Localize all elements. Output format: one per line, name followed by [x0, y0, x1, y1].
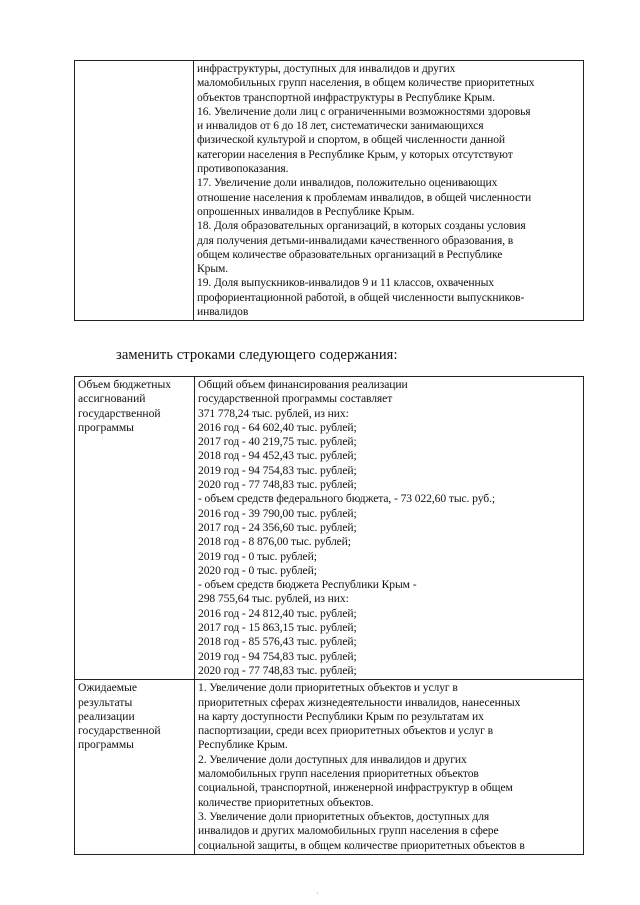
- table-row: [75, 680, 584, 855]
- row-content-results: [195, 680, 584, 855]
- text-line: на карту доступности Республики Крым по результатам их: [198, 709, 484, 723]
- text-line: 2020 год - 77 748,83 тыс. рублей;: [198, 663, 357, 677]
- text-line: Объем бюджетных: [78, 378, 172, 391]
- text-line: 371 778,24 тыс. рублей, из них:: [198, 406, 349, 420]
- text-line: результаты: [78, 695, 133, 709]
- text-line: Общий объем финансирования реализации: [198, 378, 408, 391]
- text-line: 17. Увеличение доли инвалидов, положительно оценивающих: [197, 176, 498, 190]
- row-content-budget: [195, 377, 584, 680]
- text-line: 1. Увеличение доли приоритетных объектов и услуг в: [198, 681, 458, 695]
- text-line: и инвалидов от 6 до 18 лет, систематически занимающихся: [197, 119, 484, 133]
- text-line: маломобильных групп населения, в общем количестве приоритетных: [197, 76, 535, 90]
- text-line: 2016 год - 39 790,00 тыс. рублей;: [198, 506, 357, 520]
- text-line: программы: [78, 738, 134, 752]
- text-line: категории населения в Республике Крым, у которых отсутствуют: [197, 147, 513, 161]
- text-line: профориентационной работой, в общей численности выпускников-: [197, 290, 525, 304]
- text-line: 2016 год - 64 602,40 тыс. рублей;: [198, 420, 357, 434]
- text-line: инфраструктуры, доступных для инвалидов и других: [197, 62, 456, 75]
- text-line: 2018 год - 85 576,43 тыс. рублей;: [198, 635, 357, 649]
- text-line: отношение населения к проблемам инвалидов, в общей численности: [197, 190, 532, 204]
- text-line: паспортизации, среди всех приоритетных объектов и услуг в: [198, 724, 494, 738]
- text-line: социальной защиты, в общем количестве приоритетных объектов в: [198, 838, 525, 852]
- text-line: программы: [78, 420, 134, 434]
- text-line: ассигнований: [78, 392, 146, 406]
- text-line: 2. Увеличение доли доступных для инвалидов и других: [198, 752, 467, 766]
- text-line: для получения детьми-инвалидами качественного образования, в: [197, 233, 514, 247]
- table-bottom: [74, 376, 584, 855]
- text-line: объектов транспортной инфраструктуры в Республике Крым.: [197, 90, 495, 104]
- text-line: государственной: [78, 724, 161, 738]
- text-line: реализации: [78, 709, 135, 723]
- text-line: 2018 год - 94 452,43 тыс. рублей;: [198, 449, 357, 463]
- text-line: Крым.: [197, 262, 229, 276]
- table-row: [75, 377, 584, 680]
- text-line: 18. Доля образовательных организаций, в которых созданы условия: [197, 219, 526, 233]
- page-mark: ·: [316, 889, 319, 898]
- text-line: 16. Увеличение доли лиц с ограниченными возможностями здоровья: [197, 104, 531, 118]
- text-line: физической культурой и спортом, в общей численности данной: [197, 133, 505, 147]
- replace-instruction: заменить строками следующего содержания:: [116, 347, 398, 363]
- text-line: 2018 год - 8 876,00 тыс. рублей;: [198, 535, 351, 549]
- text-line: Республике Крым.: [198, 738, 288, 752]
- text-line: - объем средств федерального бюджета, - 73 022,60 тыс. руб.;: [198, 492, 495, 506]
- table-row: [75, 61, 584, 321]
- text-line: общем количестве образовательных организаций в Республике: [197, 247, 503, 261]
- text-line: 2020 год - 0 тыс. рублей;: [198, 563, 317, 577]
- text-line: 2017 год - 24 356,60 тыс. рублей;: [198, 520, 357, 534]
- text-line: социальной, транспортной, инженерной инфраструктур в общем: [198, 781, 513, 795]
- text-line: противопоказания.: [197, 162, 289, 176]
- table-cell-empty: [75, 61, 194, 321]
- text-line: количестве приоритетных объектов.: [198, 795, 374, 809]
- table-top: [74, 60, 584, 321]
- text-line: 298 755,64 тыс. рублей, из них:: [198, 592, 349, 606]
- text-line: государственной: [78, 406, 161, 420]
- text-line: Ожидаемые: [78, 681, 138, 695]
- row-label-results: [75, 680, 195, 855]
- text-line: инвалидов: [197, 305, 249, 319]
- table-cell-text: [194, 61, 584, 321]
- text-line: инвалидов и других маломобильных групп населения в сфере: [198, 824, 499, 838]
- text-line: 2019 год - 94 754,83 тыс. рублей;: [198, 463, 357, 477]
- text-line: 3. Увеличение доли приоритетных объектов, доступных для: [198, 809, 490, 823]
- text-line: 19. Доля выпускников-инвалидов 9 и 11 классов, охваченных: [197, 276, 494, 290]
- text-line: 2017 год - 15 863,15 тыс. рублей;: [198, 621, 357, 635]
- text-line: 2016 год - 24 812,40 тыс. рублей;: [198, 606, 357, 620]
- text-line: государственной программы составляет: [198, 392, 393, 406]
- text-line: 2017 год - 40 219,75 тыс. рублей;: [198, 435, 357, 449]
- text-line: опрошенных инвалидов в Республике Крым.: [197, 204, 415, 218]
- row-label-budget: [75, 377, 195, 680]
- text-line: 2019 год - 94 754,83 тыс. рублей;: [198, 649, 357, 663]
- text-line: приоритетных сферах жизнедеятельности инвалидов, нанесенных: [198, 695, 521, 709]
- text-line: маломобильных групп населения приоритетных объектов: [198, 767, 479, 781]
- text-line: 2019 год - 0 тыс. рублей;: [198, 549, 317, 563]
- text-line: - объем средств бюджета Республики Крым -: [198, 578, 417, 592]
- text-line: 2020 год - 77 748,83 тыс. рублей;: [198, 478, 357, 492]
